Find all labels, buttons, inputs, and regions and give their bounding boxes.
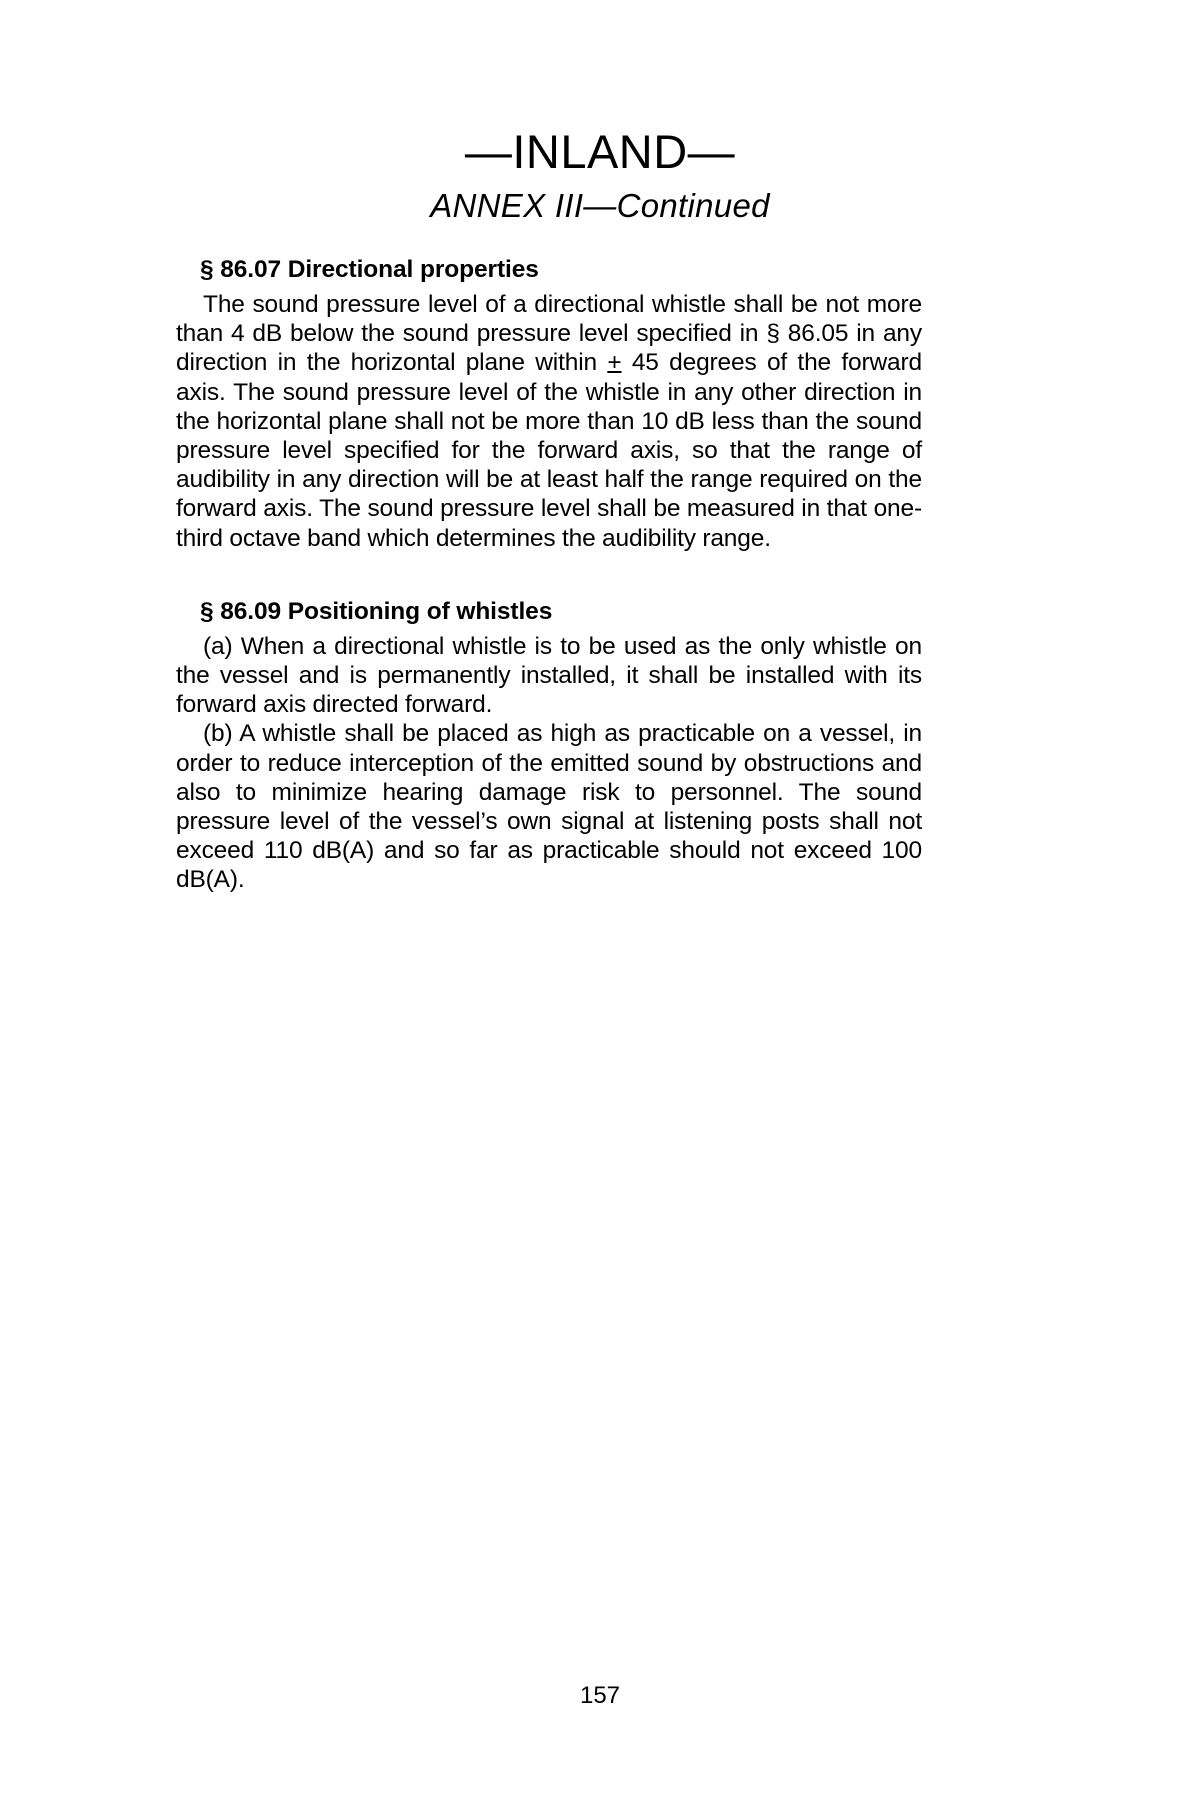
page-subtitle: ANNEX III—Continued <box>430 187 770 224</box>
paragraph-86-07-body <box>176 290 922 553</box>
page-masthead <box>0 125 1200 224</box>
section-spacer <box>176 553 922 597</box>
page-title: —INLAND— <box>464 125 736 178</box>
section-heading-86-07: § 86.07 Directional properties <box>200 256 539 283</box>
document-body-column <box>176 255 922 895</box>
section-heading-86-09: § 86.09 Positioning of whistles <box>200 597 553 625</box>
paragraph-86-09-b: (b) A whistle shall be placed as high as practicable on a vessel, in order to reduce interception of the emitted sound by obstructions and also to minimize hearing damage risk to personnel. The sound pressure level of the vessel’s own signal at listening posts shall not exceed 110 dB(A) and so far as practicable should not exceed 100 dB(A). <box>176 720 922 894</box>
page-number: 157 <box>579 1682 621 1709</box>
paragraph-text-part-2: 45 degrees of the forward axis. The sound pressure level of the whistle in any other direction in the horizontal plane shall not be more than 10 dB less than the sound pressure level specified for the forward axis, so that the range of audibility in any direction will be at least half the range required on the forward axis. The sound pressure level shall be measured in that one-third octave band which determines the audibility range. <box>176 349 923 552</box>
plus-minus-symbol: + <box>607 349 622 377</box>
paragraph-text-part-1: The sound pressure level of a directional whistle shall be not more than 4 dB below the sound pressure level specified in § 86.05 in any direction in the horizontal plane within <box>176 291 922 377</box>
paragraph-86-09-a: (a) When a directional whistle is to be used as the only whistle on the vessel and is permanently installed, it shall be installed with its forward axis directed forward. <box>176 632 922 719</box>
